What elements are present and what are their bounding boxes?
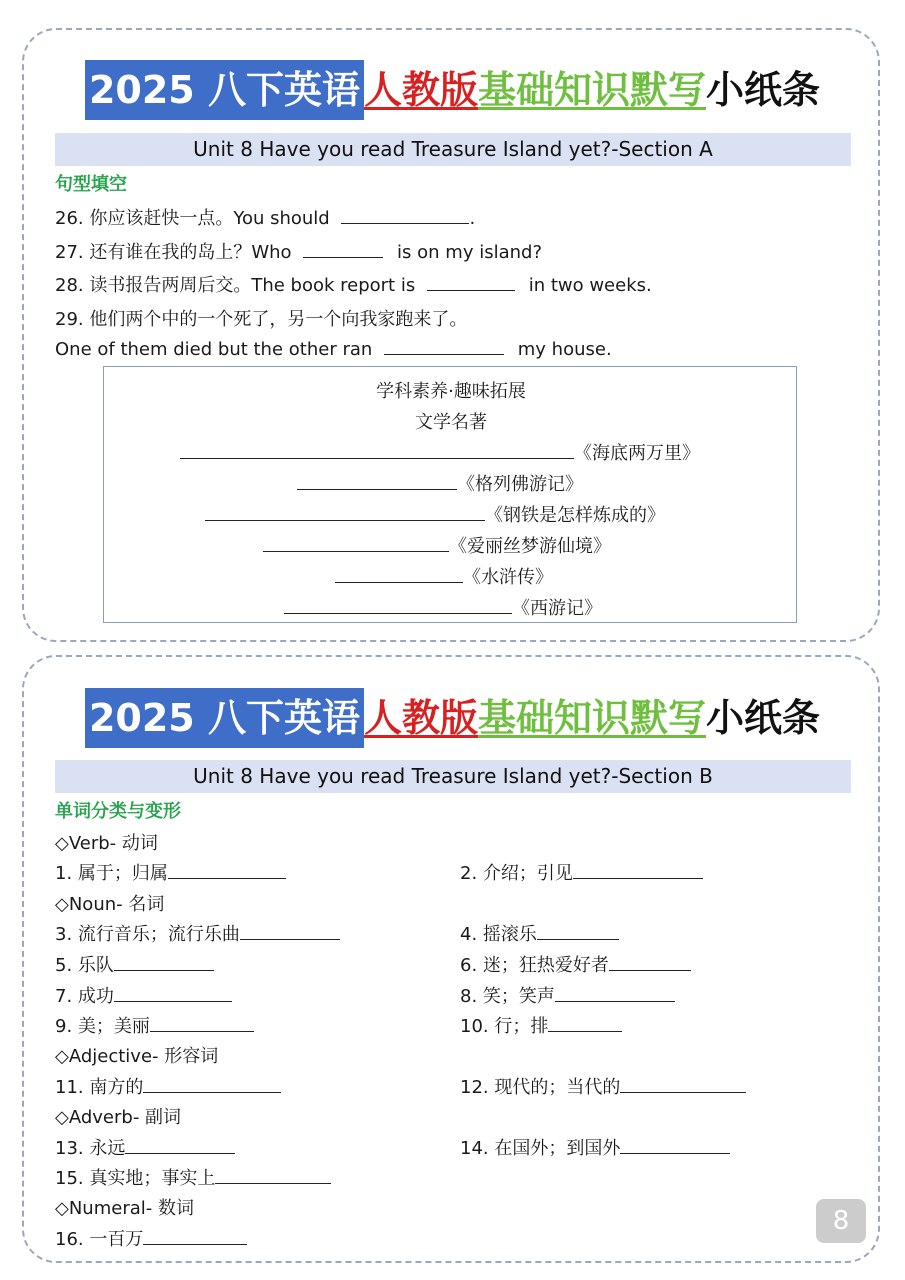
- answer-blank[interactable]: [620, 1137, 730, 1154]
- answer-blank[interactable]: [114, 985, 232, 1002]
- word-item-11: [55, 1073, 281, 1099]
- word-item-7: [55, 982, 232, 1008]
- word-item-4-text: 4. 摇滚乐: [460, 924, 537, 945]
- answer-blank[interactable]: [555, 985, 675, 1002]
- word-item-9: [55, 1012, 254, 1038]
- book-row-1: [180, 439, 700, 465]
- answer-blank[interactable]: [620, 1076, 746, 1093]
- answer-blank[interactable]: [609, 954, 691, 971]
- answer-blank[interactable]: [143, 1228, 247, 1245]
- answer-blank[interactable]: [427, 274, 515, 291]
- word-item-4: [460, 920, 619, 946]
- card-title-b: [0, 688, 905, 748]
- word-item-9-text: 9. 美；美丽: [55, 1016, 150, 1037]
- book-row-6: [284, 594, 602, 620]
- book-title-4: 《爱丽丝梦游仙境》: [449, 536, 611, 557]
- title-part-topic: 基础知识默写: [477, 696, 706, 740]
- literature-extension-box: [103, 366, 797, 623]
- word-item-6: [460, 951, 691, 977]
- word-item-14-text: 14. 在国外；到国外: [460, 1138, 621, 1159]
- category-noun: ◇Noun- 名词: [55, 894, 165, 915]
- word-item-1: [55, 859, 286, 885]
- box-subtitle: 文学名著: [415, 412, 487, 433]
- item-27: [55, 238, 542, 264]
- item-29-english-text: One of them died but the other ran: [55, 339, 373, 360]
- item-29-english-after: my house.: [517, 339, 612, 360]
- answer-blank[interactable]: [297, 473, 457, 490]
- title-part-grade: 2025 八下英语: [85, 688, 364, 748]
- word-item-13: [55, 1134, 235, 1160]
- word-item-1-text: 1. 属于；归属: [55, 863, 168, 884]
- answer-blank[interactable]: [168, 862, 286, 879]
- item-26: [55, 204, 475, 230]
- word-item-10-text: 10. 行；排: [460, 1016, 549, 1037]
- word-item-15-text: 15. 真实地；事实上: [55, 1168, 216, 1189]
- book-row-4: [263, 532, 611, 558]
- answer-blank[interactable]: [143, 1076, 281, 1093]
- answer-blank[interactable]: [335, 566, 463, 583]
- item-27-text: 27. 还有谁在我的岛上？Who: [55, 242, 292, 263]
- answer-blank[interactable]: [263, 535, 449, 552]
- answer-blank[interactable]: [384, 338, 504, 355]
- book-row-5: [335, 563, 553, 589]
- book-row-2: [297, 470, 583, 496]
- page-number-badge: 8: [816, 1199, 866, 1243]
- item-27-after: is on my island?: [397, 242, 542, 263]
- book-title-6: 《西游记》: [512, 598, 602, 619]
- unit-band-a: Unit 8 Have you read Treasure Island yet?-Section A: [55, 133, 851, 166]
- word-item-3-text: 3. 流行音乐；流行乐曲: [55, 924, 240, 945]
- category-verb: ◇Verb- 动词: [55, 833, 158, 854]
- category-adverb: ◇Adverb- 副词: [55, 1107, 182, 1128]
- item-28: [55, 271, 652, 297]
- answer-blank[interactable]: [548, 1015, 622, 1032]
- word-item-5: [55, 951, 214, 977]
- book-title-5: 《水浒传》: [463, 567, 553, 588]
- word-item-8-text: 8. 笑；笑声: [460, 986, 555, 1007]
- answer-blank[interactable]: [150, 1015, 254, 1032]
- title-part-topic: 基础知识默写: [477, 68, 706, 112]
- word-item-13-text: 13. 永远: [55, 1138, 126, 1159]
- item-29: [55, 305, 467, 331]
- word-item-15: [55, 1164, 331, 1190]
- answer-blank[interactable]: [114, 954, 214, 971]
- title-part-grade: 2025 八下英语: [85, 60, 364, 120]
- unit-band-b: Unit 8 Have you read Treasure Island yet?-Section B: [55, 760, 851, 793]
- answer-blank[interactable]: [341, 207, 469, 224]
- title-part-edition: 人教版: [363, 68, 478, 112]
- category-adjective: ◇Adjective- 形容词: [55, 1046, 219, 1067]
- word-item-6-text: 6. 迷；狂热爱好者: [460, 955, 609, 976]
- word-item-7-text: 7. 成功: [55, 986, 114, 1007]
- item-26-after: .: [469, 208, 476, 229]
- item-28-text: 28. 读书报告两周后交。The book report is: [55, 275, 416, 296]
- answer-blank[interactable]: [537, 923, 619, 940]
- word-item-11-text: 11. 南方的: [55, 1077, 144, 1098]
- word-item-12: [460, 1073, 746, 1099]
- book-title-2: 《格列佛游记》: [457, 474, 583, 495]
- word-item-16: [55, 1225, 247, 1251]
- book-title-1: 《海底两万里》: [574, 443, 700, 464]
- answer-blank[interactable]: [125, 1137, 235, 1154]
- section-heading-word-classes: 单词分类与变形: [55, 801, 181, 822]
- answer-blank[interactable]: [240, 923, 340, 940]
- book-title-3: 《钢铁是怎样炼成的》: [485, 505, 665, 526]
- title-part-note: 小纸条: [706, 696, 821, 740]
- item-29-text: 29. 他们两个中的一个死了，另一个向我家跑来了。: [55, 309, 468, 330]
- word-item-3: [55, 920, 340, 946]
- answer-blank[interactable]: [205, 504, 485, 521]
- answer-blank[interactable]: [303, 241, 383, 258]
- word-item-16-text: 16. 一百万: [55, 1229, 144, 1250]
- title-part-edition: 人教版: [363, 696, 478, 740]
- book-row-3: [205, 501, 665, 527]
- word-item-14: [460, 1134, 730, 1160]
- item-26-text: 26. 你应该赶快一点。You should: [55, 208, 330, 229]
- box-title: 学科素养·趣味拓展: [376, 381, 526, 402]
- word-item-8: [460, 982, 675, 1008]
- word-item-2: [460, 859, 703, 885]
- word-item-12-text: 12. 现代的；当代的: [460, 1077, 621, 1098]
- answer-blank[interactable]: [573, 862, 703, 879]
- item-29-english: [55, 338, 612, 360]
- word-item-10: [460, 1012, 622, 1038]
- section-heading-sentence-fill: 句型填空: [55, 174, 127, 195]
- word-item-2-text: 2. 介绍；引见: [460, 863, 573, 884]
- answer-blank[interactable]: [284, 597, 512, 614]
- answer-blank[interactable]: [180, 442, 574, 459]
- answer-blank[interactable]: [215, 1167, 331, 1184]
- card-title-a: [0, 60, 905, 120]
- category-numeral: ◇Numeral- 数词: [55, 1198, 194, 1219]
- title-part-note: 小纸条: [706, 68, 821, 112]
- item-28-after: in two weeks.: [528, 275, 652, 296]
- word-item-5-text: 5. 乐队: [55, 955, 114, 976]
